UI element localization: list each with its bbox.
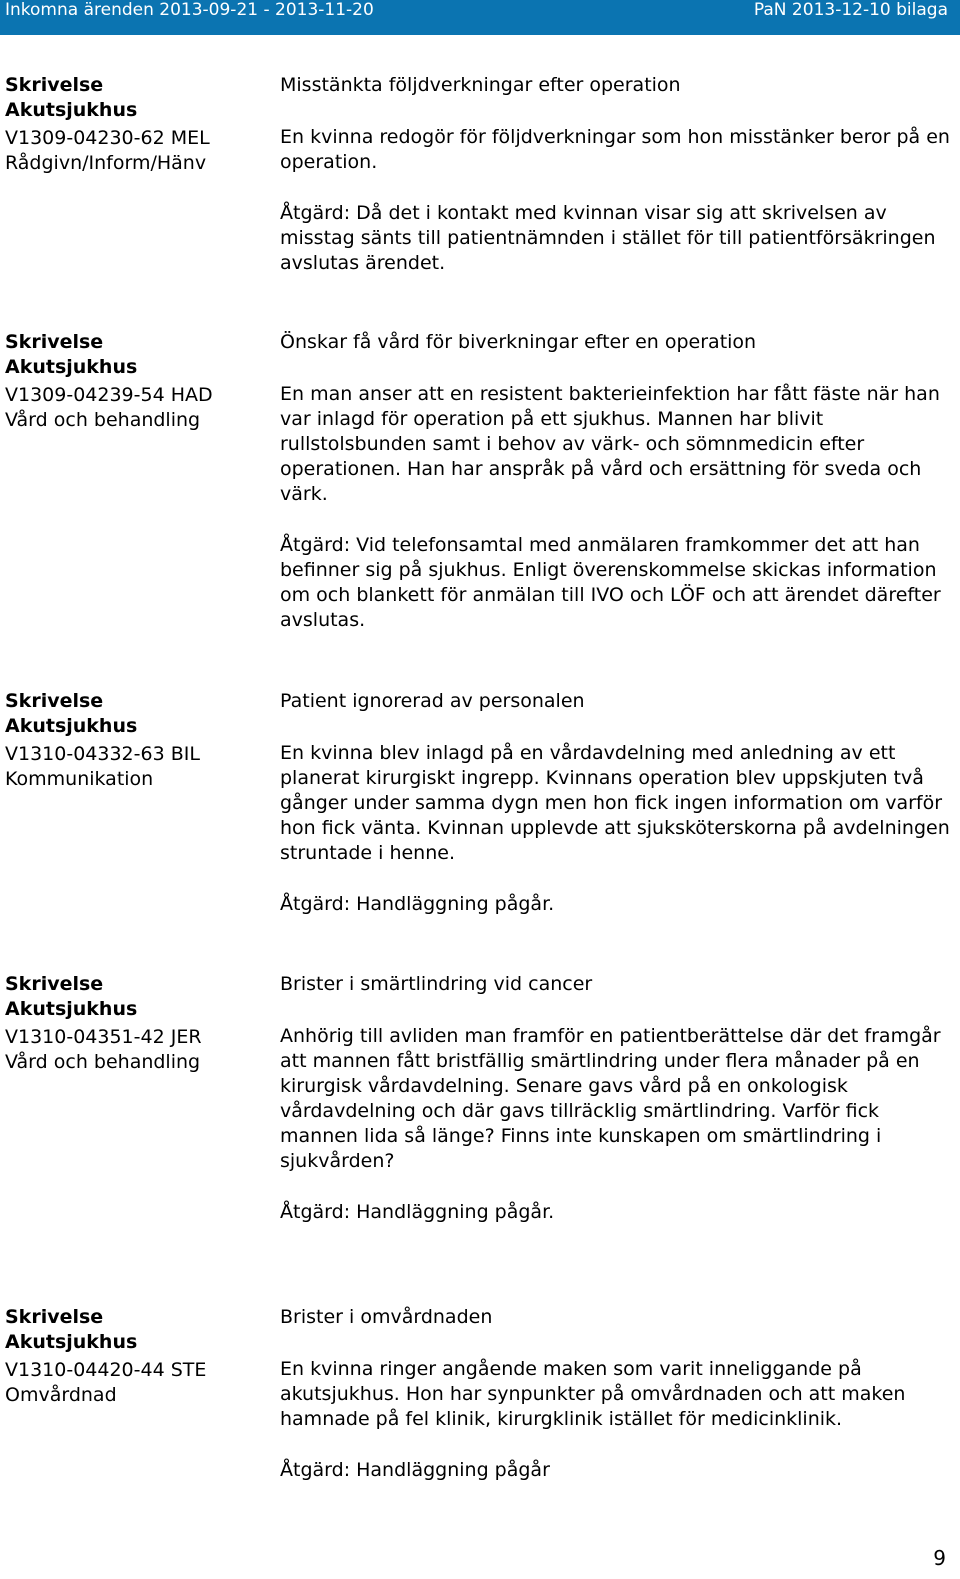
- case-type: Skrivelse: [5, 690, 104, 712]
- case-action: Åtgärd: Då det i kontakt med kvinnan visar sig att skrivelsen av misstag sänts till patientnämnden i stället för till patientförsäkringen avslutas ärendet.: [280, 202, 936, 274]
- case-description: En kvinna ringer angående maken som varit inneliggande på akutsjukhus. Hon har synpunkter på omvårdnaden och att maken hamnade på fel klinik, kirurgklinik istället för medicinklinik.: [280, 1358, 906, 1430]
- case-subject: Misstänkta följdverkningar efter operation: [280, 74, 681, 96]
- case-action: Åtgärd: Handläggning pågår.: [280, 893, 555, 915]
- case-id: V1310-04332-63 BIL: [5, 743, 200, 765]
- case-subject: Önskar få vård för biverkningar efter en operation: [280, 331, 757, 353]
- case-description: En kvinna blev inlagd på en vårdavdelning med anledning av ett planerat kirurgiskt ingrepp. Kvinnans operation blev uppskjuten två gånger under samma dygn men hon fick ingen information om varför hon fick vänta. Kvinnan upplevde att sjuksköterskorna på avdelningen struntade i henne.: [280, 742, 950, 864]
- case-action: Åtgärd: Handläggning pågår: [280, 1459, 550, 1481]
- header-reference: PaN 2013-12-10 bilaga: [753, 0, 948, 20]
- case-id: V1310-04351-42 JER: [5, 1026, 202, 1048]
- case-body: [280, 689, 950, 917]
- case-subject: Brister i omvårdnaden: [280, 1306, 493, 1328]
- case-description: En kvinna redogör för följdverkningar som hon misstänker beror på en operation.: [280, 126, 950, 173]
- page-number: 9: [933, 1546, 946, 1570]
- case-body: [280, 972, 950, 1225]
- case-unit: Akutsjukhus: [5, 715, 138, 737]
- case-id: V1309-04230-62 MEL: [5, 127, 210, 149]
- case-action: Åtgärd: Handläggning pågår.: [280, 1201, 555, 1223]
- case-subject: Brister i smärtlindring vid cancer: [280, 973, 593, 995]
- case-unit: Akutsjukhus: [5, 1331, 138, 1353]
- case-meta: [5, 73, 255, 176]
- case-unit: Akutsjukhus: [5, 356, 138, 378]
- case-type: Skrivelse: [5, 331, 104, 353]
- case-id: V1309-04239-54 HAD: [5, 384, 213, 406]
- case-category: Vård och behandling: [5, 1051, 201, 1073]
- case-body: [280, 330, 950, 633]
- case-description: En man anser att en resistent bakterieinfektion har fått fäste när han var inlagd för operation på ett sjukhus. Mannen har blivit rullstolsbunden samt i behov av värk- och sömnmedicin efter operationen. Han har anspråk på vård och ersättning för sveda och värk.: [280, 383, 940, 505]
- case-description: Anhörig till avliden man framför en patientberättelse där det framgår att mannen fått bristfällig smärtlindring under flera månader på en kirurgisk vårdavdelning. Senare gavs vård på en onkologisk vårdavdelning och där gavs tillräcklig smärtlindring. Varför fick mannen lida så länge? Finns inte kunskapen om smärtlindring i sjukvården?: [280, 1025, 941, 1172]
- case-unit: Akutsjukhus: [5, 99, 138, 121]
- case-category: Omvårdnad: [5, 1384, 117, 1406]
- case-meta: [5, 972, 255, 1075]
- case-category: Rådgivn/Inform/Hänv: [5, 152, 207, 174]
- case-id: V1310-04420-44 STE: [5, 1359, 207, 1381]
- case-meta: [5, 330, 255, 433]
- case-body: [280, 73, 950, 276]
- header-title: Inkomna ärenden 2013-09-21 - 2013-11-20: [5, 0, 374, 20]
- case-unit: Akutsjukhus: [5, 998, 138, 1020]
- case-category: Vård och behandling: [5, 409, 201, 431]
- case-type: Skrivelse: [5, 1306, 104, 1328]
- case-action: Åtgärd: Vid telefonsamtal med anmälaren framkommer det att han befinner sig på sjukhus. Enligt överenskommelse skickas information om och blankett för anmälan till IVO och LÖF och att ärendet därefter avslutas.: [280, 534, 941, 631]
- document-header: [0, 0, 960, 35]
- case-subject: Patient ignorerad av personalen: [280, 690, 585, 712]
- case-type: Skrivelse: [5, 74, 104, 96]
- case-meta: [5, 1305, 255, 1408]
- case-body: [280, 1305, 950, 1483]
- case-meta: [5, 689, 255, 792]
- case-type: Skrivelse: [5, 973, 104, 995]
- case-category: Kommunikation: [5, 768, 154, 790]
